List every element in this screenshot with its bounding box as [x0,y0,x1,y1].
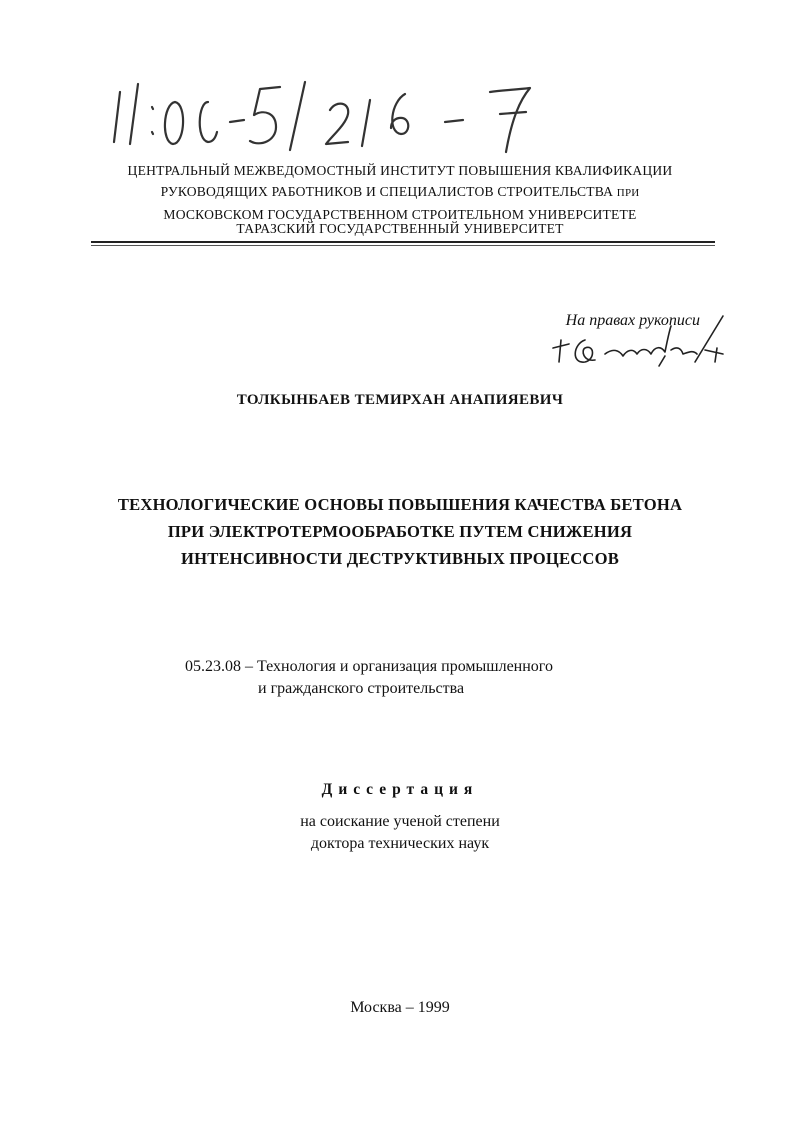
handwritten-archive-number [100,62,570,162]
institution-line-3: МОСКОВСКОМ ГОСУДАРСТВЕННОМ СТРОИТЕЛЬНОМ УНИВЕРСИТЕТЕ [163,207,637,222]
university-name: ТАРАЗСКИЙ ГОСУДАРСТВЕННЫЙ УНИВЕРСИТЕТ [236,221,564,236]
header-divider-thin [91,245,715,246]
institution-line-2-main: РУКОВОДЯЩИХ РАБОТНИКОВ И СПЕЦИАЛИСТОВ СТРОИТЕЛЬСТВА [160,184,614,199]
institution-line-1: ЦЕНТРАЛЬНЫЙ МЕЖВЕДОМОСТНЫЙ ИНСТИТУТ ПОВЫШЕНИЯ КВАЛИФИКАЦИИ [127,163,673,178]
title-line-1: ТЕХНОЛОГИЧЕСКИЕ ОСНОВЫ ПОВЫШЕНИЯ КАЧЕСТВА БЕТОНА [117,495,683,514]
degree-line-2: доктора технических наук [310,835,490,852]
dissertation-heading: Диссертация [321,781,479,798]
degree-line-1: на соискание ученой степени [300,813,500,830]
city-year: Москва – 1999 [350,999,450,1016]
institutions-block [80,160,720,225]
title-line-3: ИНТЕНСИВНОСТИ ДЕСТРУКТИВНЫХ ПРОЦЕССОВ [181,549,619,568]
specialty-block [150,656,690,700]
institution-line-2 [80,181,720,204]
author-name: ТОЛКЫНБАЕВ ТЕМИРХАН АНАПИЯЕВИЧ [236,392,564,408]
manuscript-note: На правах рукописи [565,312,700,329]
dissertation-title [60,491,740,572]
degree-block [80,811,720,855]
header-divider [91,241,715,243]
title-line-2: ПРИ ЭЛЕКТРОТЕРМООБРАБОТКЕ ПУТЕМ СНИЖЕНИЯ [167,522,633,541]
specialty-line-2: и гражданского строительства [258,680,465,697]
institution-line-2-suffix: ПРИ [616,187,640,199]
signature [545,310,745,380]
specialty-line-1: 05.23.08 – Технология и организация промышленного [185,658,553,675]
